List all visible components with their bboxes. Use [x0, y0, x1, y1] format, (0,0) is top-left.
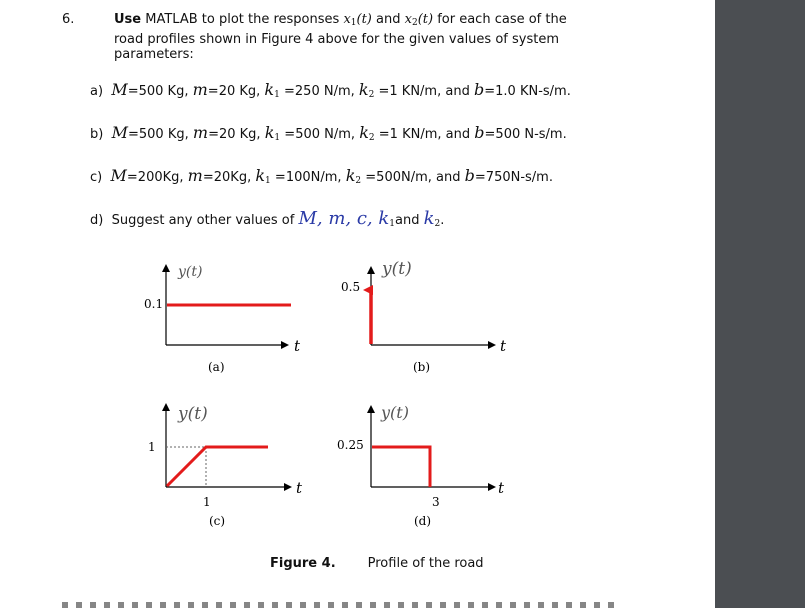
figure-caption: Figure 4. Profile of the road	[270, 556, 484, 571]
problem-intro-line2: road profiles shown in Figure 4 above for the given values of system	[114, 32, 559, 47]
case-b: b) M=500 Kg, m=20 Kg, $k_1 =500$ N/m, $k_2 =1$ KN/m, and b=500 N-s/m.	[90, 123, 567, 143]
panel-d-label: (d)	[414, 514, 432, 528]
panel-d-xtick: 3	[432, 495, 440, 509]
panel-b-label: (b)	[413, 360, 431, 374]
panel-d-signal	[372, 447, 430, 487]
panel-d-xlabel: t	[498, 479, 505, 497]
panel-a-xlabel: t	[294, 337, 301, 355]
case-c: c) M=200Kg, m=20Kg, $k_1 =100N/m$, $k_2 =500N/m$, and b=750N-s/m.	[90, 166, 553, 186]
case-a: a) M=500 Kg, m=20 Kg, $k_1 =250$ N/m, $k_2 =1$ KN/m, and b=1.0 KN-s/m.	[90, 80, 571, 100]
panel-c-ylabel: y(t)	[178, 404, 208, 424]
panel-d-ylabel: y(t)	[381, 403, 409, 422]
problem-intro-line1: Use MATLAB to plot the responses $x_1(t)$ and $x_2(t)$ for each case of the	[114, 12, 567, 28]
panel-d-ytick: 0.25	[337, 438, 364, 452]
panel-b-xlabel: t	[500, 337, 507, 355]
panel-c-ytick: 1	[148, 440, 156, 454]
panel-c-signal	[167, 447, 268, 486]
panel-a-ylabel: y(t)	[178, 264, 203, 280]
panel-c	[148, 404, 303, 528]
case-d: d) Suggest any other values of M, m, c, $k_1and$ $k_2$.	[90, 208, 445, 229]
problem-intro-line3: parameters:	[114, 47, 194, 62]
panel-a-ytick: 0.1	[144, 297, 164, 311]
panel-c-xlabel: t	[296, 479, 303, 497]
right-side-panel	[715, 0, 805, 608]
problem-number: 6.	[62, 12, 75, 27]
next-problem-cutoff	[62, 602, 622, 608]
panel-d	[337, 403, 505, 528]
panel-a-label: (a)	[208, 360, 225, 374]
panel-b-ytick: 0.5	[341, 280, 361, 294]
panel-c-label: (c)	[209, 514, 226, 528]
panel-b	[341, 259, 507, 374]
panel-b-ylabel: y(t)	[382, 259, 412, 279]
panel-a	[144, 264, 301, 374]
panel-c-xtick: 1	[203, 495, 211, 509]
